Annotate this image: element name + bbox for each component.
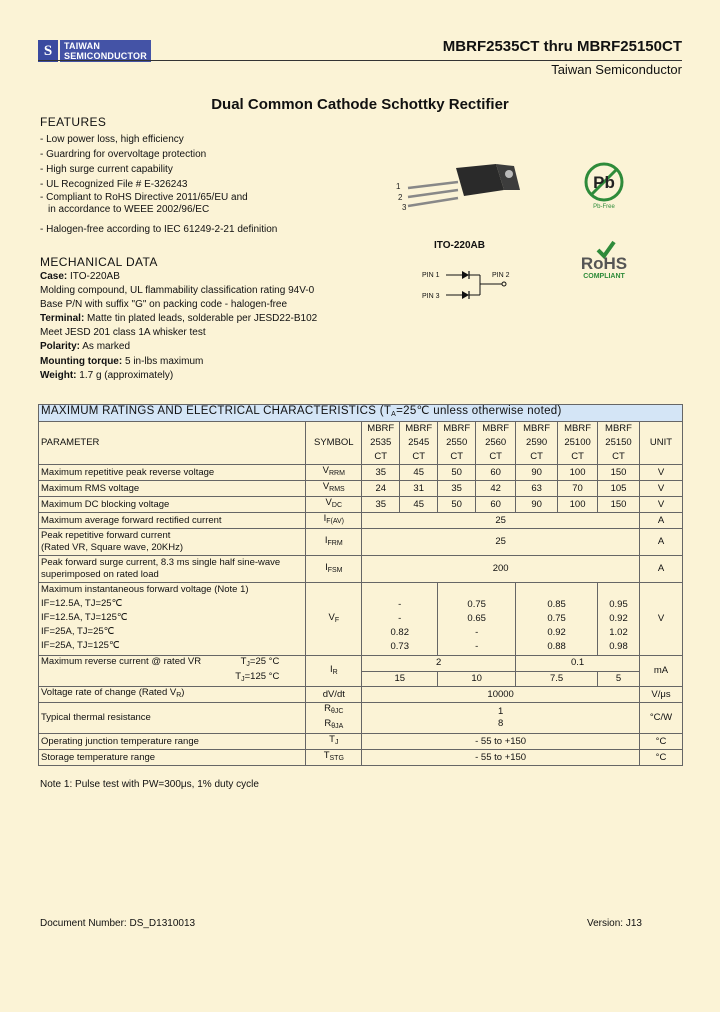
part-header: CT: [400, 450, 438, 465]
base-pn-line: Base P/N with suffix "G" on packing code - halogen-free: [40, 299, 288, 311]
part-header: MBRF: [516, 422, 558, 437]
feature-item: in accordance to WEEE 2002/96/EC: [48, 204, 210, 215]
table-row: Peak repetitive forward current (Rated VR, Square wave, 20KHz) $I_{FRM}$ 25 A: [39, 529, 683, 556]
version: Version: J13: [586, 918, 642, 929]
polarity-line: Polarity: As marked: [40, 341, 131, 353]
table-row: Voltage rate of change (Rated $V_R$) dV/dt 10000 V/μs: [39, 687, 683, 703]
mechanical-heading: MECHANICAL DATA: [40, 255, 158, 269]
part-header: MBRF: [598, 422, 640, 437]
pin-number: 1: [396, 182, 401, 191]
case-line: Case: ITO-220AB: [40, 271, 120, 282]
rohs-compliant: COMPLIANT: [583, 273, 625, 280]
table-row: Storage temperature range $T_{STG}$ - 55 to +150 °C: [39, 750, 683, 766]
part-header: 25150: [598, 436, 640, 450]
table-title: MAXIMUM RATINGS AND ELECTRICAL CHARACTERISTICS ($T_A=25℃$ unless otherwise noted): [39, 405, 683, 422]
col-unit: UNIT: [639, 422, 682, 465]
table-row: Maximum instantaneous forward voltage (Note 1) IF=12.5A, TJ=25℃ IF=12.5A, TJ=125℃ IF=25A, TJ=25℃ IF=25A, TJ=125℃ $V_F$ - - 0.82 0.73 0.75 0.65 - - 0.85 0.75 0.92 0.88 0.95 0.92 1.02 0.98 V: [39, 583, 683, 656]
part-header: CT: [598, 450, 640, 465]
package-drawing: [396, 160, 526, 220]
pin-diagram: [418, 266, 518, 304]
part-header: 2545: [400, 436, 438, 450]
part-header: 25100: [558, 436, 598, 450]
header-divider: [38, 60, 682, 61]
table-row: Maximum RMS voltage $V_{RMS}$ 24 31 35 42 63 70 105 V: [39, 481, 683, 497]
part-header: CT: [438, 450, 476, 465]
table-title-row: [39, 405, 683, 422]
feature-item: - UL Recognized File # E-326243: [40, 179, 188, 190]
part-header: 2560: [476, 436, 516, 450]
mechanical-data: [40, 270, 380, 383]
torque-line: Mounting torque: 5 in-lbs maximum: [40, 355, 204, 367]
logo-mark-icon: S: [38, 40, 58, 62]
document-number: Document Number: DS_D1310013: [40, 918, 196, 929]
pin-number: 3: [402, 203, 407, 212]
pb-symbol: Pb: [593, 173, 615, 192]
part-header: CT: [362, 450, 400, 465]
footnote: Note 1: Pulse test with PW=300μs, 1% duty cycle: [40, 779, 259, 790]
rohs-text: RoHS: [580, 254, 628, 273]
col-symbol: SYMBOL: [306, 422, 362, 465]
part-header: MBRF: [362, 422, 400, 437]
package-body-icon: [456, 164, 504, 196]
col-parameter: PARAMETER: [39, 422, 306, 465]
company-logo: [38, 40, 151, 62]
molding-line: Molding compound, UL flammability classification rating 94V-0: [40, 285, 315, 297]
features-list: [40, 132, 340, 237]
diode-symbol-icon: [446, 291, 480, 299]
logo-text: TAIWAN SEMICONDUCTOR: [60, 40, 151, 62]
weight-line: Weight: 1.7 g (approximately): [40, 369, 174, 381]
part-header: CT: [476, 450, 516, 465]
feature-item: - High surge current capability: [40, 164, 173, 175]
table-row: 15 10 7.5 5: [39, 671, 683, 687]
pb-free-label: Pb-Free: [593, 204, 615, 210]
mount-hole-icon: [505, 170, 513, 178]
table-row: Maximum average forward rectified current $I_{F(AV)}$ 25 A: [39, 513, 683, 529]
pin2-label: PIN 2: [492, 272, 510, 279]
feature-item: - Halogen-free according to IEC 61249-2-21 definition: [40, 224, 278, 235]
part-header: MBRF: [476, 422, 516, 437]
feature-item: - Guardring for overvoltage protection: [40, 149, 207, 160]
pin1-label: PIN 1: [422, 272, 440, 279]
table-row: Maximum DC blocking voltage $V_{DC}$ 35 45 50 60 90 100 150 V: [39, 497, 683, 513]
pin3-label: PIN 3: [422, 293, 440, 300]
features-heading: FEATURES: [40, 115, 107, 129]
part-header: MBRF: [558, 422, 598, 437]
feature-item: - Compliant to RoHS Directive 2011/65/EU and: [40, 192, 248, 203]
part-header: 2535: [362, 436, 400, 450]
part-header: MBRF: [400, 422, 438, 437]
ratings-table: [38, 404, 683, 766]
part-header: 2550: [438, 436, 476, 450]
diode-symbol-icon: [446, 271, 480, 279]
part-header: CT: [558, 450, 598, 465]
feature-item: - Low power loss, high efficiency: [40, 134, 184, 145]
table-row: Maximum repetitive peak reverse voltage $V_{RRM}$ 35 45 50 60 90 100 150 V: [39, 465, 683, 481]
part-header: CT: [516, 450, 558, 465]
company-name: Taiwan Semiconductor: [551, 62, 682, 77]
part-header: MBRF: [438, 422, 476, 437]
lead-icon: [408, 182, 458, 206]
terminal-line: Terminal: Matte tin plated leads, solderable per JESD22-B102: [40, 313, 318, 325]
part-range-title: MBRF2535CT thru MBRF25150CT: [442, 38, 682, 55]
pb-free-badge: [582, 160, 628, 210]
document-title: Dual Common Cathode Schottky Rectifier: [211, 96, 509, 113]
package-name: ITO-220AB: [434, 240, 485, 251]
table-header-row: [39, 422, 683, 437]
pin-terminal-icon: [502, 282, 506, 286]
table-row: Peak forward surge current, 8.3 ms single half sine-wave superimposed on rated load $I_{FSM}$ 200 A: [39, 556, 683, 583]
table-row: Typical thermal resistance $R_{\theta JC}$ $R_{\theta JA}$ 1 8 °C/W: [39, 703, 683, 734]
rohs-badge: [576, 238, 636, 282]
table-row: Maximum reverse current @ rated VR $T_J=25$ °C $T_J=125$ °C $I_R$ 2 0.1 mA: [39, 656, 683, 672]
jesd-line: Meet JESD 201 class 1A whisker test: [40, 327, 206, 339]
table-row: Operating junction temperature range $T_J$ - 55 to +150 °C: [39, 734, 683, 750]
part-header: 2590: [516, 436, 558, 450]
pin-number: 2: [398, 193, 403, 202]
